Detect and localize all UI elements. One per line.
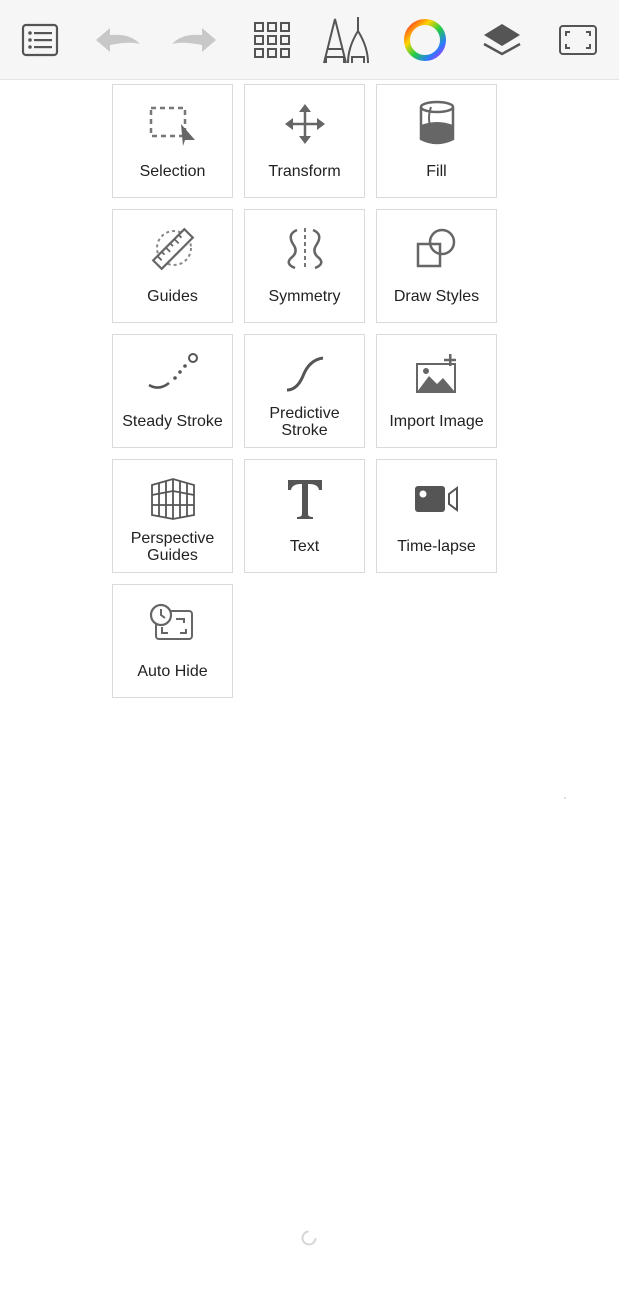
perspective-guides-label <box>113 530 232 564</box>
auto-hide-tool[interactable] <box>112 584 233 698</box>
predictive-stroke-label-line1: Predictive <box>269 405 340 422</box>
perspective-guides-label-line2: Guides <box>147 547 198 564</box>
brushes-icon[interactable] <box>318 12 374 68</box>
undo-icon[interactable] <box>90 12 146 68</box>
guides-label: Guides <box>147 288 198 305</box>
predictive-stroke-tool[interactable] <box>244 334 365 448</box>
menu-list-icon[interactable] <box>12 12 68 68</box>
loading-spinner-icon <box>300 1229 318 1247</box>
canvas-speck <box>564 797 566 799</box>
selection-tool[interactable] <box>112 84 233 198</box>
steady-stroke-tool[interactable] <box>112 334 233 448</box>
move-arrows-icon <box>245 99 364 149</box>
transform-tool[interactable] <box>244 84 365 198</box>
text-label: Text <box>289 538 320 555</box>
top-toolbar <box>0 0 619 80</box>
tools-grid-icon[interactable] <box>244 12 300 68</box>
time-lapse-tool[interactable] <box>376 459 497 573</box>
predictive-stroke-label-line2: Stroke <box>281 422 328 439</box>
fill-tool[interactable] <box>376 84 497 198</box>
predictive-stroke-icon <box>245 349 364 399</box>
redo-icon[interactable] <box>166 12 222 68</box>
import-image-label: Import Image <box>389 413 484 430</box>
draw-styles-tool[interactable] <box>376 209 497 323</box>
color-wheel-icon[interactable] <box>397 12 453 68</box>
selection-icon <box>113 99 232 149</box>
selection-label: Selection <box>139 163 206 180</box>
perspective-grid-icon <box>113 474 232 524</box>
shapes-icon <box>377 224 496 274</box>
text-tool[interactable] <box>244 459 365 573</box>
auto-hide-label: Auto Hide <box>137 663 208 680</box>
predictive-stroke-label <box>245 405 364 439</box>
guides-tool[interactable] <box>112 209 233 323</box>
symmetry-label: Symmetry <box>268 288 341 305</box>
ruler-icon <box>113 224 232 274</box>
paint-bucket-icon <box>377 99 496 149</box>
perspective-guides-tool[interactable] <box>112 459 233 573</box>
steady-stroke-icon <box>113 349 232 399</box>
fill-label: Fill <box>426 163 447 180</box>
auto-hide-icon <box>113 599 232 649</box>
layers-icon[interactable] <box>474 12 530 68</box>
transform-label: Transform <box>268 163 341 180</box>
steady-stroke-label: Steady Stroke <box>122 413 223 430</box>
perspective-guides-label-line1: Perspective <box>130 530 215 547</box>
import-image-tool[interactable] <box>376 334 497 448</box>
draw-styles-label: Draw Styles <box>393 288 480 305</box>
time-lapse-label: Time-lapse <box>397 538 476 555</box>
symmetry-icon <box>245 224 364 274</box>
fullscreen-icon[interactable] <box>550 12 606 68</box>
text-icon <box>245 474 364 524</box>
image-add-icon <box>377 349 496 399</box>
video-camera-icon <box>377 474 496 524</box>
symmetry-tool[interactable] <box>244 209 365 323</box>
